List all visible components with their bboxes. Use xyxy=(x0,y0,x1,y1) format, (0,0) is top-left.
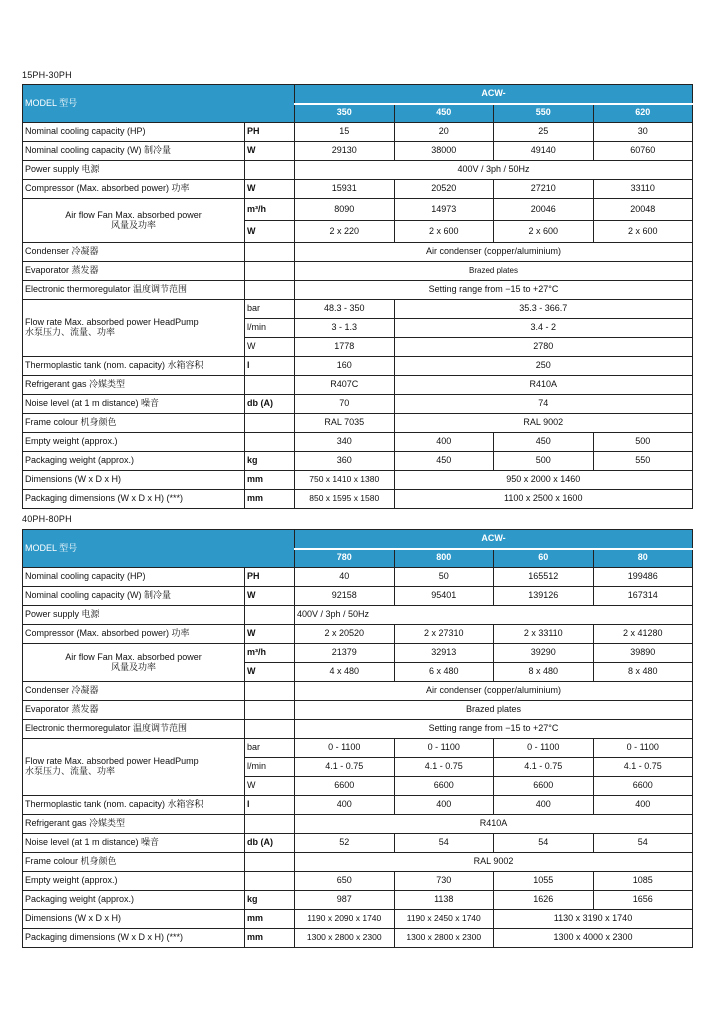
table-row xyxy=(23,300,693,319)
cell-value: 1656 xyxy=(593,891,693,910)
cell-value: RAL 9002 xyxy=(394,414,693,433)
table-row xyxy=(23,395,693,414)
row-label: Noise level (at 1 m distance) 噪音 xyxy=(23,395,245,414)
model-name: 550 xyxy=(494,104,594,123)
row-label: Evaporator 蒸发器 xyxy=(23,701,245,720)
cell-value: 950 x 2000 x 1460 xyxy=(394,471,693,490)
cell-value: 400 xyxy=(593,796,693,815)
row-label xyxy=(23,644,245,682)
row-label: Electronic thermoregulator 温度调节范围 xyxy=(23,281,245,300)
cell-value: 49140 xyxy=(494,142,594,161)
row-unit: PH xyxy=(245,123,295,142)
cell-value: Air condenser (copper/aluminium) xyxy=(295,682,693,701)
table-row xyxy=(23,357,693,376)
cell-value: 400 xyxy=(295,796,395,815)
table-row xyxy=(23,471,693,490)
cell-value: Brazed plates xyxy=(295,701,693,720)
section-title-15-30ph: 15PH-30PH xyxy=(22,70,72,80)
cell-value: 54 xyxy=(494,834,594,853)
row-unit xyxy=(245,606,295,625)
table-row xyxy=(23,568,693,587)
row-label-line: Flow rate Max. absorbed power HeadPump xyxy=(25,756,199,767)
series-label: ACW- xyxy=(295,85,693,104)
row-unit xyxy=(245,433,295,452)
table-row xyxy=(23,720,693,739)
row-label xyxy=(23,300,245,357)
cell-value: 20048 xyxy=(593,199,693,221)
cell-value: R410A xyxy=(394,376,693,395)
cell-value: 8 x 480 xyxy=(593,663,693,682)
row-unit: kg xyxy=(245,891,295,910)
row-unit: l xyxy=(245,796,295,815)
cell-value: 2780 xyxy=(394,338,693,357)
table-row xyxy=(23,891,693,910)
cell-value: 450 xyxy=(394,452,494,471)
cell-value: R410A xyxy=(295,815,693,834)
model-label: MODEL 型号 xyxy=(23,85,295,123)
row-label: Refrigerant gas 冷媒类型 xyxy=(23,815,245,834)
header-row xyxy=(23,85,693,104)
cell-value: 500 xyxy=(593,433,693,452)
cell-value: 250 xyxy=(394,357,693,376)
cell-value: 0 - 1100 xyxy=(494,739,594,758)
table-row xyxy=(23,452,693,471)
row-label: Packaging weight (approx.) xyxy=(23,891,245,910)
cell-value: 550 xyxy=(593,452,693,471)
cell-value: 1300 x 2800 x 2300 xyxy=(394,929,494,948)
cell-value: 750 x 1410 x 1380 xyxy=(295,471,395,490)
cell-value: 1300 x 2800 x 2300 xyxy=(295,929,395,948)
spec-table-40-80ph xyxy=(22,529,693,948)
row-unit: W xyxy=(245,142,295,161)
cell-value: 2 x 600 xyxy=(494,221,594,243)
row-unit: W xyxy=(245,221,295,243)
row-label: Power supply 电源 xyxy=(23,606,245,625)
cell-value: 0 - 1100 xyxy=(394,739,494,758)
row-unit xyxy=(245,720,295,739)
table-row xyxy=(23,376,693,395)
cell-value: 165512 xyxy=(494,568,594,587)
table-row xyxy=(23,262,693,281)
cell-value: 360 xyxy=(295,452,395,471)
table-row xyxy=(23,414,693,433)
row-label: Packaging dimensions (W x D x H) (***) xyxy=(23,490,245,509)
cell-value: 27210 xyxy=(494,180,594,199)
cell-value: 1778 xyxy=(295,338,395,357)
row-unit: bar xyxy=(245,739,295,758)
table-row xyxy=(23,929,693,948)
row-label: Frame colour 机身颜色 xyxy=(23,853,245,872)
cell-value: 199486 xyxy=(593,568,693,587)
cell-value: 1055 xyxy=(494,872,594,891)
model-name: 450 xyxy=(394,104,494,123)
row-label: Nominal cooling capacity (HP) xyxy=(23,568,245,587)
spec-table-15-30ph xyxy=(22,84,693,509)
row-unit: bar xyxy=(245,300,295,319)
model-label: MODEL 型号 xyxy=(23,530,295,568)
row-unit xyxy=(245,414,295,433)
row-label: Evaporator 蒸发器 xyxy=(23,262,245,281)
cell-value: RAL 9002 xyxy=(295,853,693,872)
row-label-line: 风量及功率 xyxy=(110,219,156,230)
cell-value: 2 x 220 xyxy=(295,221,395,243)
table-row xyxy=(23,853,693,872)
cell-value: 29130 xyxy=(295,142,395,161)
series-label: ACW- xyxy=(295,530,693,549)
cell-value: 20 xyxy=(394,123,494,142)
row-label-line: Air flow Fan Max. absorbed power xyxy=(65,209,202,220)
row-unit: db (A) xyxy=(245,834,295,853)
row-label: Compressor (Max. absorbed power) 功率 xyxy=(23,625,245,644)
table-row xyxy=(23,815,693,834)
row-unit xyxy=(245,872,295,891)
row-unit xyxy=(245,853,295,872)
cell-value: 1190 x 2090 x 1740 xyxy=(295,910,395,929)
cell-value: 54 xyxy=(394,834,494,853)
cell-value: 74 xyxy=(394,395,693,414)
row-label: Thermoplastic tank (nom. capacity) 水箱容积 xyxy=(23,796,245,815)
row-label: Compressor (Max. absorbed power) 功率 xyxy=(23,180,245,199)
cell-value: 730 xyxy=(394,872,494,891)
cell-value: 25 xyxy=(494,123,594,142)
cell-value: 8 x 480 xyxy=(494,663,594,682)
row-label: Nominal cooling capacity (W) 制冷量 xyxy=(23,142,245,161)
row-unit xyxy=(245,161,295,180)
row-unit: m³/h xyxy=(245,199,295,221)
cell-value: Brazed plates xyxy=(295,262,693,281)
cell-value: 400V / 3ph / 50Hz xyxy=(295,161,693,180)
table-row xyxy=(23,243,693,262)
model-name: 80 xyxy=(593,549,693,568)
table-row xyxy=(23,587,693,606)
cell-value: 1100 x 2500 x 1600 xyxy=(394,490,693,509)
row-unit: mm xyxy=(245,910,295,929)
cell-value: 139126 xyxy=(494,587,594,606)
row-label-line: Air flow Fan Max. absorbed power xyxy=(65,651,202,662)
cell-value: 987 xyxy=(295,891,395,910)
row-unit xyxy=(245,682,295,701)
cell-value: Air condenser (copper/aluminium) xyxy=(295,243,693,262)
cell-value: 3.4 - 2 xyxy=(394,319,693,338)
row-unit: l/min xyxy=(245,319,295,338)
cell-value: 21379 xyxy=(295,644,395,663)
row-unit: W xyxy=(245,663,295,682)
row-label-line: 水泵压力、流量、功率 xyxy=(25,327,116,337)
table-row xyxy=(23,910,693,929)
row-label: Frame colour 机身颜色 xyxy=(23,414,245,433)
row-label: Thermoplastic tank (nom. capacity) 水箱容积 xyxy=(23,357,245,376)
cell-value: 1626 xyxy=(494,891,594,910)
table-row xyxy=(23,701,693,720)
cell-value: 4 x 480 xyxy=(295,663,395,682)
cell-value: 20046 xyxy=(494,199,594,221)
table-row xyxy=(23,490,693,509)
row-label: Electronic thermoregulator 温度调节范围 xyxy=(23,720,245,739)
row-unit: mm xyxy=(245,929,295,948)
cell-value: 0 - 1100 xyxy=(593,739,693,758)
cell-value: 6600 xyxy=(394,777,494,796)
cell-value: 6600 xyxy=(295,777,395,796)
row-label: Packaging dimensions (W x D x H) (***) xyxy=(23,929,245,948)
row-unit: PH xyxy=(245,568,295,587)
cell-value: RAL 7035 xyxy=(295,414,395,433)
row-unit: W xyxy=(245,777,295,796)
row-unit: mm xyxy=(245,471,295,490)
cell-value: 400 xyxy=(394,433,494,452)
cell-value: 52 xyxy=(295,834,395,853)
row-label xyxy=(23,199,245,243)
cell-value: 4.1 - 0.75 xyxy=(394,758,494,777)
row-unit: l xyxy=(245,357,295,376)
row-unit xyxy=(245,281,295,300)
row-unit: W xyxy=(245,625,295,644)
cell-value: 30 xyxy=(593,123,693,142)
cell-value: 38000 xyxy=(394,142,494,161)
row-unit: mm xyxy=(245,490,295,509)
row-label-line: 水泵压力、流量、功率 xyxy=(25,766,116,776)
cell-value: 39290 xyxy=(494,644,594,663)
cell-value: Setting range from −15 to +27°C xyxy=(295,720,693,739)
row-label: Power supply 电源 xyxy=(23,161,245,180)
cell-value: 6600 xyxy=(593,777,693,796)
table-row xyxy=(23,606,693,625)
cell-value: 15931 xyxy=(295,180,395,199)
cell-value: 2 x 27310 xyxy=(394,625,494,644)
cell-value: 340 xyxy=(295,433,395,452)
row-label-line: 风量及功率 xyxy=(110,661,156,672)
cell-value: 0 - 1100 xyxy=(295,739,395,758)
row-label: Noise level (at 1 m distance) 噪音 xyxy=(23,834,245,853)
row-label-line: Flow rate Max. absorbed power HeadPump xyxy=(25,317,199,328)
row-label xyxy=(23,739,245,796)
row-label: Packaging weight (approx.) xyxy=(23,452,245,471)
header-row xyxy=(23,530,693,549)
cell-value: 1138 xyxy=(394,891,494,910)
cell-value: 2 x 600 xyxy=(394,221,494,243)
cell-value: 6 x 480 xyxy=(394,663,494,682)
cell-value: 4.1 - 0.75 xyxy=(295,758,395,777)
cell-value: 35.3 - 366.7 xyxy=(394,300,693,319)
cell-value: 500 xyxy=(494,452,594,471)
table-row xyxy=(23,161,693,180)
row-unit: l/min xyxy=(245,758,295,777)
cell-value: 54 xyxy=(593,834,693,853)
cell-value: 400V / 3ph / 50Hz xyxy=(295,606,693,625)
cell-value: 2 x 41280 xyxy=(593,625,693,644)
row-unit: m³/h xyxy=(245,644,295,663)
row-label: Condenser 冷凝器 xyxy=(23,243,245,262)
row-label: Empty weight (approx.) xyxy=(23,433,245,452)
row-unit: kg xyxy=(245,452,295,471)
table-row xyxy=(23,872,693,891)
row-label: Nominal cooling capacity (W) 制冷量 xyxy=(23,587,245,606)
row-label: Dimensions (W x D x H) xyxy=(23,910,245,929)
table-row xyxy=(23,682,693,701)
cell-value: 1190 x 2450 x 1740 xyxy=(394,910,494,929)
cell-value: R407C xyxy=(295,376,395,395)
cell-value: 33110 xyxy=(593,180,693,199)
row-unit: db (A) xyxy=(245,395,295,414)
cell-value: 32913 xyxy=(394,644,494,663)
row-label: Condenser 冷凝器 xyxy=(23,682,245,701)
table-row xyxy=(23,281,693,300)
row-unit xyxy=(245,701,295,720)
table-row xyxy=(23,199,693,221)
cell-value: 450 xyxy=(494,433,594,452)
cell-value: 50 xyxy=(394,568,494,587)
cell-value: 1085 xyxy=(593,872,693,891)
cell-value: 95401 xyxy=(394,587,494,606)
cell-value: 400 xyxy=(394,796,494,815)
table-row xyxy=(23,834,693,853)
row-unit: W xyxy=(245,180,295,199)
cell-value: 167314 xyxy=(593,587,693,606)
cell-value: 1130 x 3190 x 1740 xyxy=(494,910,693,929)
row-label: Empty weight (approx.) xyxy=(23,872,245,891)
cell-value: 160 xyxy=(295,357,395,376)
cell-value: 40 xyxy=(295,568,395,587)
cell-value: 2 x 600 xyxy=(593,221,693,243)
section-title-40-80ph: 40PH-80PH xyxy=(22,514,72,524)
cell-value: 92158 xyxy=(295,587,395,606)
row-unit xyxy=(245,376,295,395)
cell-value: 3 - 1.3 xyxy=(295,319,395,338)
row-unit: W xyxy=(245,338,295,357)
table-row xyxy=(23,433,693,452)
model-name: 780 xyxy=(295,549,395,568)
cell-value: 1300 x 4000 x 2300 xyxy=(494,929,693,948)
cell-value: 4.1 - 0.75 xyxy=(593,758,693,777)
cell-value: 6600 xyxy=(494,777,594,796)
cell-value: 650 xyxy=(295,872,395,891)
row-unit: W xyxy=(245,587,295,606)
cell-value: 14973 xyxy=(394,199,494,221)
row-label: Dimensions (W x D x H) xyxy=(23,471,245,490)
row-unit xyxy=(245,815,295,834)
cell-value: 850 x 1595 x 1580 xyxy=(295,490,395,509)
table-row xyxy=(23,644,693,663)
table-row xyxy=(23,123,693,142)
model-name: 620 xyxy=(593,104,693,123)
table-row xyxy=(23,142,693,161)
table-row xyxy=(23,739,693,758)
table-row xyxy=(23,625,693,644)
row-unit xyxy=(245,243,295,262)
cell-value: 70 xyxy=(295,395,395,414)
cell-value: 400 xyxy=(494,796,594,815)
cell-value: 20520 xyxy=(394,180,494,199)
cell-value: 4.1 - 0.75 xyxy=(494,758,594,777)
row-label: Refrigerant gas 冷媒类型 xyxy=(23,376,245,395)
cell-value: 8090 xyxy=(295,199,395,221)
cell-value: 48.3 - 350 xyxy=(295,300,395,319)
cell-value: 39890 xyxy=(593,644,693,663)
cell-value: 2 x 20520 xyxy=(295,625,395,644)
table-row xyxy=(23,796,693,815)
cell-value: 2 x 33110 xyxy=(494,625,594,644)
cell-value: 60760 xyxy=(593,142,693,161)
table-row xyxy=(23,180,693,199)
model-name: 800 xyxy=(394,549,494,568)
row-label: Nominal cooling capacity (HP) xyxy=(23,123,245,142)
model-name: 60 xyxy=(494,549,594,568)
row-unit xyxy=(245,262,295,281)
model-name: 350 xyxy=(295,104,395,123)
cell-value: 15 xyxy=(295,123,395,142)
cell-value: Setting range from −15 to +27°C xyxy=(295,281,693,300)
